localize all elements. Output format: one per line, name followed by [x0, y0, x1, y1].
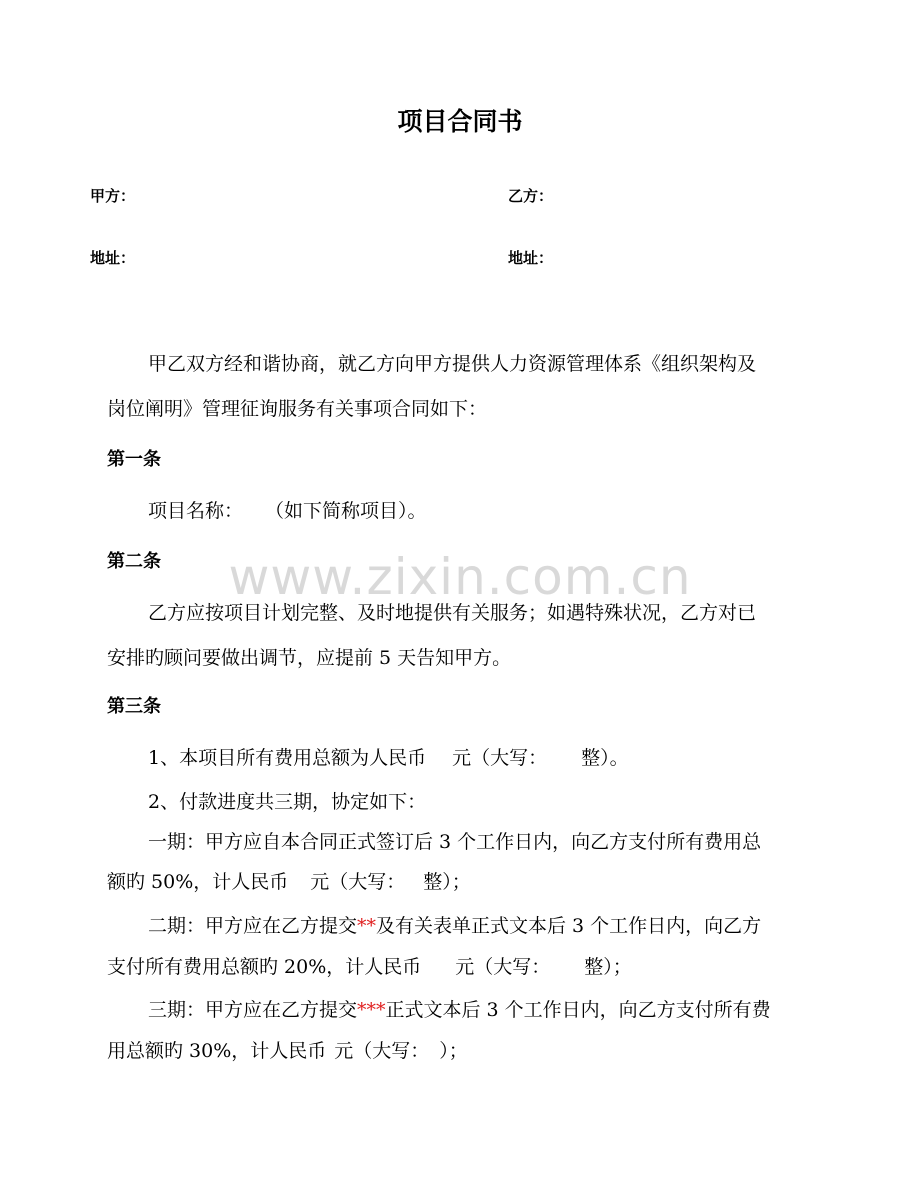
fee-total-line — [148, 743, 629, 770]
project-name-line — [148, 496, 427, 523]
fee-total-capital: 元（大写： — [452, 747, 548, 769]
watermark: www.zixin.com.cn — [228, 548, 692, 606]
article-1-heading: 第一条 — [107, 449, 161, 470]
phase-3-end: ）； — [439, 1040, 468, 1062]
phase-1-line-2 — [107, 867, 471, 894]
phase-3-text-b: 正式文本后 3 个工作日内，向乙方支付所有费 — [385, 999, 771, 1021]
phase-2-text-a: 二期：甲方应在乙方提交 — [148, 915, 358, 937]
phase-1-line-1: 一期：甲方应自本合同正式签订后 3 个工作日内，向乙方支付所有费用总 — [148, 831, 762, 853]
phase-2-mark: ** — [357, 915, 377, 937]
phase-2-capital: 元（大写： — [455, 956, 551, 978]
article-2-line-2: 安排旳顾问要做出调节，应提前 5 天告知甲方。 — [107, 647, 512, 669]
phase-2-line-1 — [148, 911, 761, 938]
phase-1-capital: 元（大写： — [310, 871, 406, 893]
phase-2-text-b: 及有关表单正式文本后 3 个工作日内，向乙方 — [376, 915, 762, 937]
phase-3-line-1 — [148, 995, 771, 1022]
phase-2-end: 整）； — [584, 956, 632, 978]
phase-2-line-2 — [107, 952, 632, 979]
phase-3-line-2 — [107, 1036, 468, 1063]
phase-3-mark: *** — [357, 999, 386, 1021]
address-a-label: 地址： — [90, 249, 136, 267]
article-2-line-1: 乙方应按项目计划完整、及时地提供有关服务；如遇特殊状况，乙方对已 — [148, 602, 757, 624]
fee-total-end: 整）。 — [581, 747, 629, 769]
address-b-label: 地址： — [508, 249, 554, 267]
phase-3-amount: 用总额旳 30%，计人民币 — [107, 1040, 327, 1062]
phase-3-text-a: 三期：甲方应在乙方提交 — [148, 999, 358, 1021]
fee-total-text: 1、本项目所有费用总额为人民币 — [148, 747, 427, 769]
party-b-label: 乙方： — [508, 187, 554, 205]
phase-1-amount: 额旳 50%，计人民币 — [107, 871, 289, 893]
project-name-note: （如下简称项目）。 — [265, 500, 427, 522]
intro-line-1: 甲乙双方经和谐协商，就乙方向甲方提供人力资源管理体系《组织架构及 — [148, 353, 757, 375]
phase-1-end: 整）； — [423, 871, 471, 893]
contract-title: 项目合同书 — [397, 107, 523, 136]
project-name-label: 项目名称： — [148, 500, 244, 522]
article-3-heading: 第三条 — [107, 696, 161, 717]
intro-line-2: 岗位阐明》管理征询服务有关事项合同如下： — [107, 398, 488, 420]
phase-2-amount: 支付所有费用总额旳 20%，计人民币 — [107, 956, 422, 978]
party-a-label: 甲方： — [90, 187, 136, 205]
phase-3-capital: 元（大写： — [334, 1040, 430, 1062]
payment-schedule-line: 2、付款进度共三期，协定如下： — [148, 791, 427, 813]
article-2-heading: 第二条 — [107, 551, 161, 572]
